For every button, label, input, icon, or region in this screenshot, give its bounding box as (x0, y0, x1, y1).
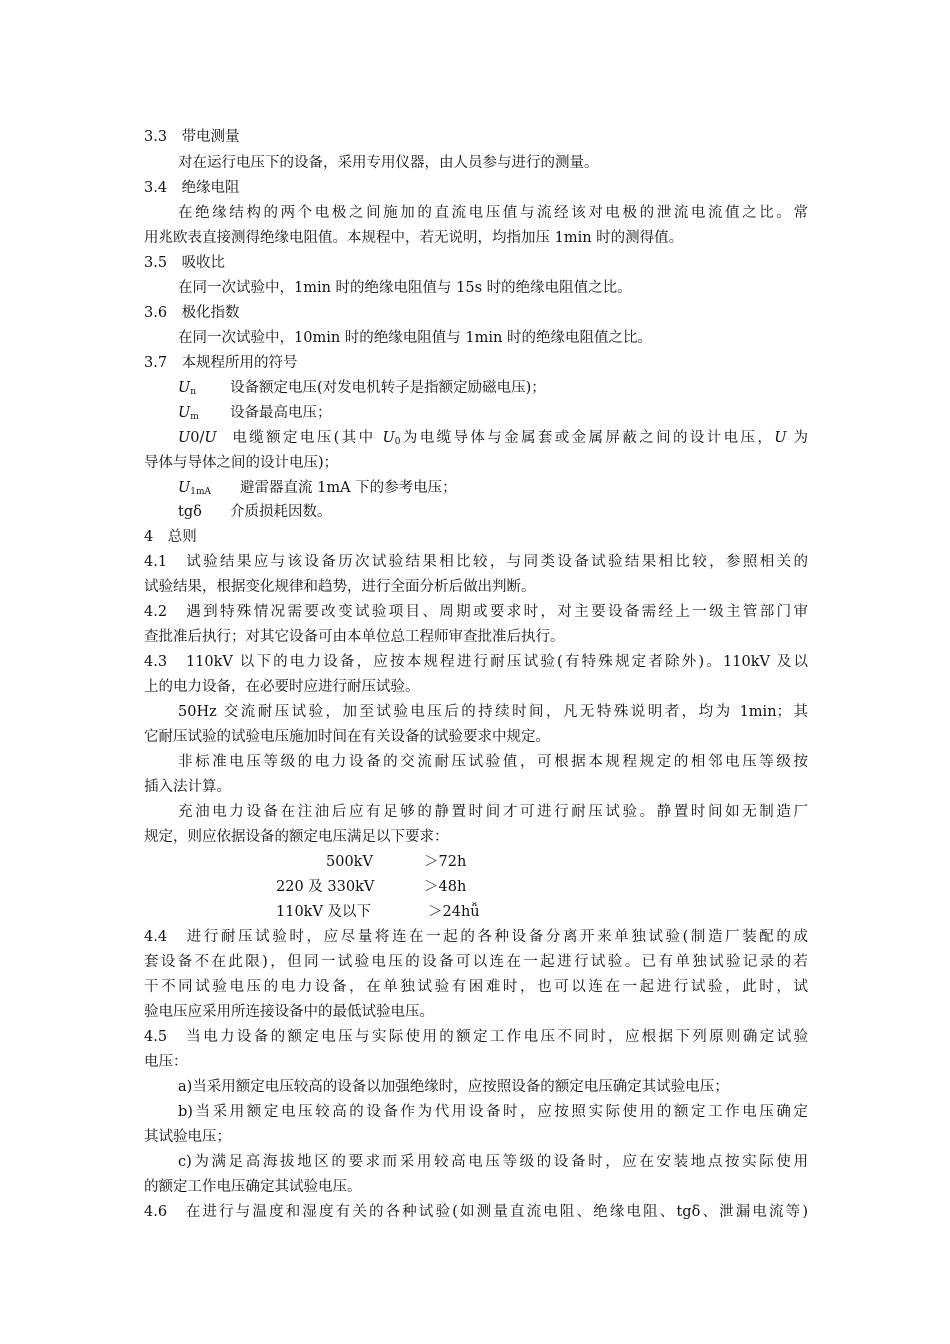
heading-3-6: 3.6 极化指数 (144, 305, 240, 321)
paragraph-line: 的额定工作电压确定其试验电压。 (144, 1179, 362, 1195)
standing-time: ＞48h (424, 879, 467, 895)
heading-4: 4 总则 (144, 529, 197, 545)
rated-voltage: 220 及 330kV (276, 879, 375, 895)
heading-3-5: 3.5 吸收比 (144, 255, 226, 271)
paragraph-line: 用兆欧表直接测得绝缘电阻值。本规程中，若无说明，均指加压 1min 时的测得值。 (144, 230, 684, 246)
list-item-a: a)当采用额定电压较高的设备以加强绝缘时，应按照设备的额定电压确定其试验电压； (178, 1079, 729, 1095)
symbol-tg-delta: tgδ 介质损耗因数。 (178, 504, 332, 520)
paragraph-line: 查批准后执行；对其它设备可由本单位总工程师审查批准后执行。 (144, 629, 565, 645)
paragraph-line: 4.6 在进行与温度和湿度有关的各种试验(如测量直流电阻、绝缘电阻、tgδ、泄漏电流等) (144, 1204, 808, 1220)
paragraph-line: 导体与导体之间的设计电压)； (144, 455, 339, 471)
paragraph-line: 套设备不在此限)，但同一试验电压的设备可以连在一起进行试验。已有单独试验记录的若 (144, 954, 808, 970)
paragraph-line: 上的电力设备，在必要时应进行耐压试验。 (144, 679, 420, 695)
paragraph: 在同一次试验中，10min 时的绝缘电阻值与 1min 时的绝缘电阻值之比。 (178, 330, 652, 346)
paragraph-line: 非标准电压等级的电力设备的交流耐压试验值，可根据本规程规定的相邻电压等级按 (178, 754, 808, 770)
paragraph-line: 4.2 遇到特殊情况需要改变试验项目、周期或要求时，对主要设备需经上一级主管部门审 (144, 604, 808, 620)
paragraph-line: 规定，则应依据设备的额定电压满足以下要求： (144, 829, 449, 845)
paragraph-line: 充油电力设备在注油后应有足够的静置时间才可进行耐压试验。静置时间如无制造厂 (178, 804, 808, 820)
paragraph-line: 4.1 试验结果应与该设备历次试验结果相比较，与同类设备试验结果相比较，参照相关的 (144, 554, 808, 570)
paragraph-line: 其试验电压； (144, 1129, 231, 1145)
paragraph-line: 4.3 110kV 以下的电力设备，应按本规程进行耐压试验(有特殊规定者除外)。110kV 及以 (144, 654, 808, 670)
rated-voltage: 110kV 及以下 (276, 904, 372, 920)
symbol-u0-u: U0/U 电缆额定电压(其中 $U_0$为电缆导体与金属套或金属屏蔽之间的设计电压，U 为 (178, 430, 809, 447)
standing-time: ＞72h (424, 854, 467, 870)
standing-time: ＞24hǚ (428, 904, 480, 920)
paragraph-line: 在绝缘结构的两个电极之间施加的直流电压值与流经该对电极的泄流电流值之比。常 (178, 205, 808, 221)
symbol-um: $U_m$ 设备最高电压； (178, 405, 332, 422)
paragraph-line: 50Hz 交流耐压试验，加至试验电压后的持续时间，凡无特殊说明者，均为 1min；其 (178, 704, 808, 720)
list-item-b: b)当采用额定电压较高的设备作为代用设备时，应按照实际使用的额定工作电压确定 (178, 1104, 808, 1120)
paragraph-line: 插入法计算。 (144, 779, 231, 795)
heading-3-4: 3.4 绝缘电阻 (144, 180, 240, 196)
list-item-c: c)为满足高海拔地区的要求而采用较高电压等级的设备时，应在安装地点按实际使用 (178, 1154, 808, 1170)
paragraph-line: 4.4 进行耐压试验时，应尽量将连在一起的各种设备分离开来单独试验(制造厂装配的成 (144, 929, 808, 945)
paragraph: 在同一次试验中，1min 时的绝缘电阻值与 15s 时的绝缘电阻值之比。 (178, 280, 632, 296)
paragraph-line: 电压： (144, 1054, 188, 1070)
symbol-u1ma: $U_{1mA}$ 避雷器直流 1mA 下的参考电压； (178, 480, 457, 497)
paragraph-line: 它耐压试验的试验电压施加时间在有关设备的试验要求中规定。 (144, 729, 550, 745)
paragraph-line: 4.5 当电力设备的额定电压与实际使用的额定工作电压不同时，应根据下列原则确定试验 (144, 1029, 808, 1045)
paragraph: 对在运行电压下的设备，采用专用仪器，由人员参与进行的测量。 (178, 155, 599, 171)
paragraph-line: 试验结果，根据变化规律和趋势，进行全面分析后做出判断。 (144, 579, 536, 595)
paragraph-line: 验电压应采用所连接设备中的最低试验电压。 (144, 1004, 434, 1020)
paragraph-line: 干不同试验电压的电力设备，在单独试验有困难时，也可以连在一起进行试验，此时，试 (144, 979, 808, 995)
symbol-un: $U_n$ 设备额定电压(对发电机转子是指额定励磁电压)； (178, 380, 546, 397)
heading-3-3: 3.3 带电测量 (144, 129, 240, 145)
rated-voltage: 500kV (326, 854, 373, 870)
heading-3-7: 3.7 本规程所用的符号 (144, 355, 298, 371)
